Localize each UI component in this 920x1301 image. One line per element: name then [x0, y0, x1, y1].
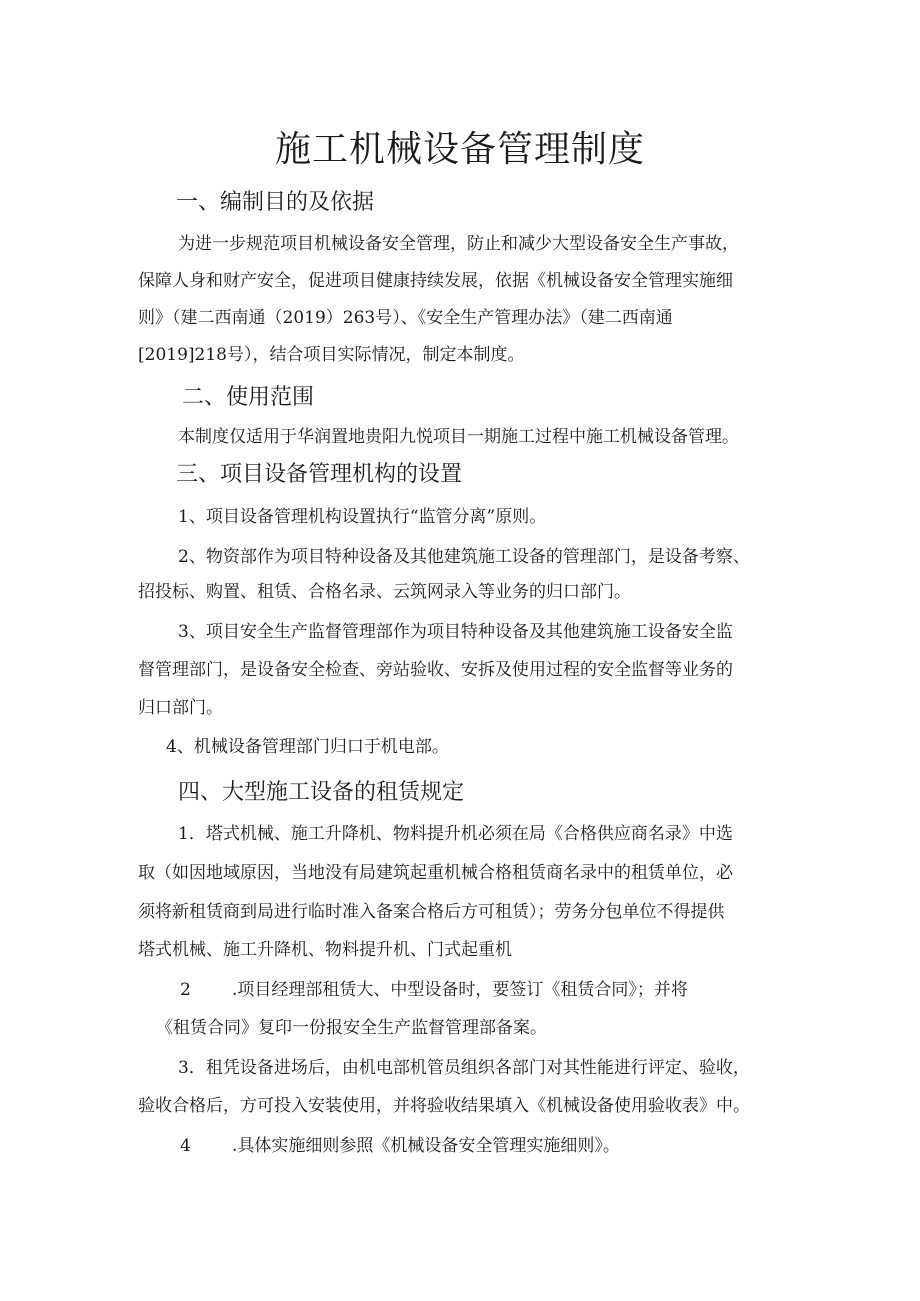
section-lease-item-3-line-2: 验收合格后，方可投入安装使用，并将验收结果填入《机械设备使用验收表》中。 — [138, 1096, 750, 1116]
section-heading-organization: 三、项目设备管理机构的设置 — [176, 462, 463, 487]
section-org-item-3-line-1: 3、项目安全生产监督管理部作为项目特种设备及其他建筑施工设备安全监 — [178, 622, 733, 642]
section-lease-item-1-line-1: 1．塔式机械、施工升降机、物料提升机必须在局《合格供应商名录》中选 — [178, 824, 733, 844]
document-title: 施工机械设备管理制度 — [274, 129, 645, 170]
section-purpose-line-3: 则》（建二西南通（2019）263号）、《安全生产管理办法》（建二西南通 — [138, 308, 673, 328]
section-lease-item-4-line-1: .具体实施细则参照《机械设备安全管理实施细则》。 — [232, 1136, 620, 1156]
section-org-item-2-line-2: 招投标、购置、租赁、合格名录、云筑网录入等业务的归口部门。 — [138, 582, 631, 602]
section-lease-item-2-line-2: 《租赁合同》复印一份报安全生产监督管理部备案。 — [156, 1018, 547, 1038]
section-org-item-4: 4、机械设备管理部门归口于机电部。 — [166, 737, 449, 757]
section-org-item-3-line-2: 督管理部门，是设备安全检查、旁站验收、安拆及使用过程的安全监督等业务的 — [138, 660, 733, 680]
section-lease-item-4-number: 4 — [180, 1136, 191, 1156]
section-heading-scope: 二、使用范围 — [182, 385, 315, 410]
section-lease-item-1-line-3: 须将新租赁商到局进行临时准入备案合格后方可租赁）；劳务分包单位不得提供 — [138, 902, 725, 922]
section-lease-item-2-line-1: .项目经理部租赁大、中型设备时，要签订《租赁合同》；并将 — [232, 980, 688, 1000]
section-purpose-line-2: 保障人身和财产安全，促进项目健康持续发展，依据《机械设备安全管理实施细 — [138, 271, 733, 291]
section-lease-item-1-line-2: 取（如因地域原因，当地没有局建筑起重机械合格租赁商名录中的租赁单位，必 — [138, 863, 733, 883]
section-heading-purpose: 一、编制目的及依据 — [176, 190, 375, 215]
section-scope-line-1: 本制度仅适用于华润置地贵阳九悦项目一期施工过程中施工机械设备管理。 — [178, 427, 739, 447]
section-purpose-line-1: 为进一步规范项目机械设备安全管理，防止和减少大型设备安全生产事故， — [178, 234, 739, 254]
section-lease-item-3-line-1: 3．租凭设备进场后，由机电部机管员组织各部门对其性能进行评定、验收， — [178, 1058, 750, 1078]
section-org-item-3-line-3: 归口部门。 — [138, 698, 223, 718]
section-lease-item-1-line-4: 塔式机械、施工升降机、物料提升机、门式起重机 — [138, 940, 512, 960]
section-org-item-1: 1、项目设备管理机构设置执行“监管分离”原则。 — [178, 507, 547, 527]
section-lease-item-2-number: 2 — [180, 980, 191, 1000]
section-heading-leasing: 四、大型施工设备的租赁规定 — [178, 780, 465, 805]
section-org-item-2-line-1: 2、物资部作为项目特种设备及其他建筑施工设备的管理部门，是设备考察、 — [178, 547, 750, 567]
section-purpose-line-4: [2019]218号），结合项目实际情况，制定本制度。 — [138, 345, 525, 365]
